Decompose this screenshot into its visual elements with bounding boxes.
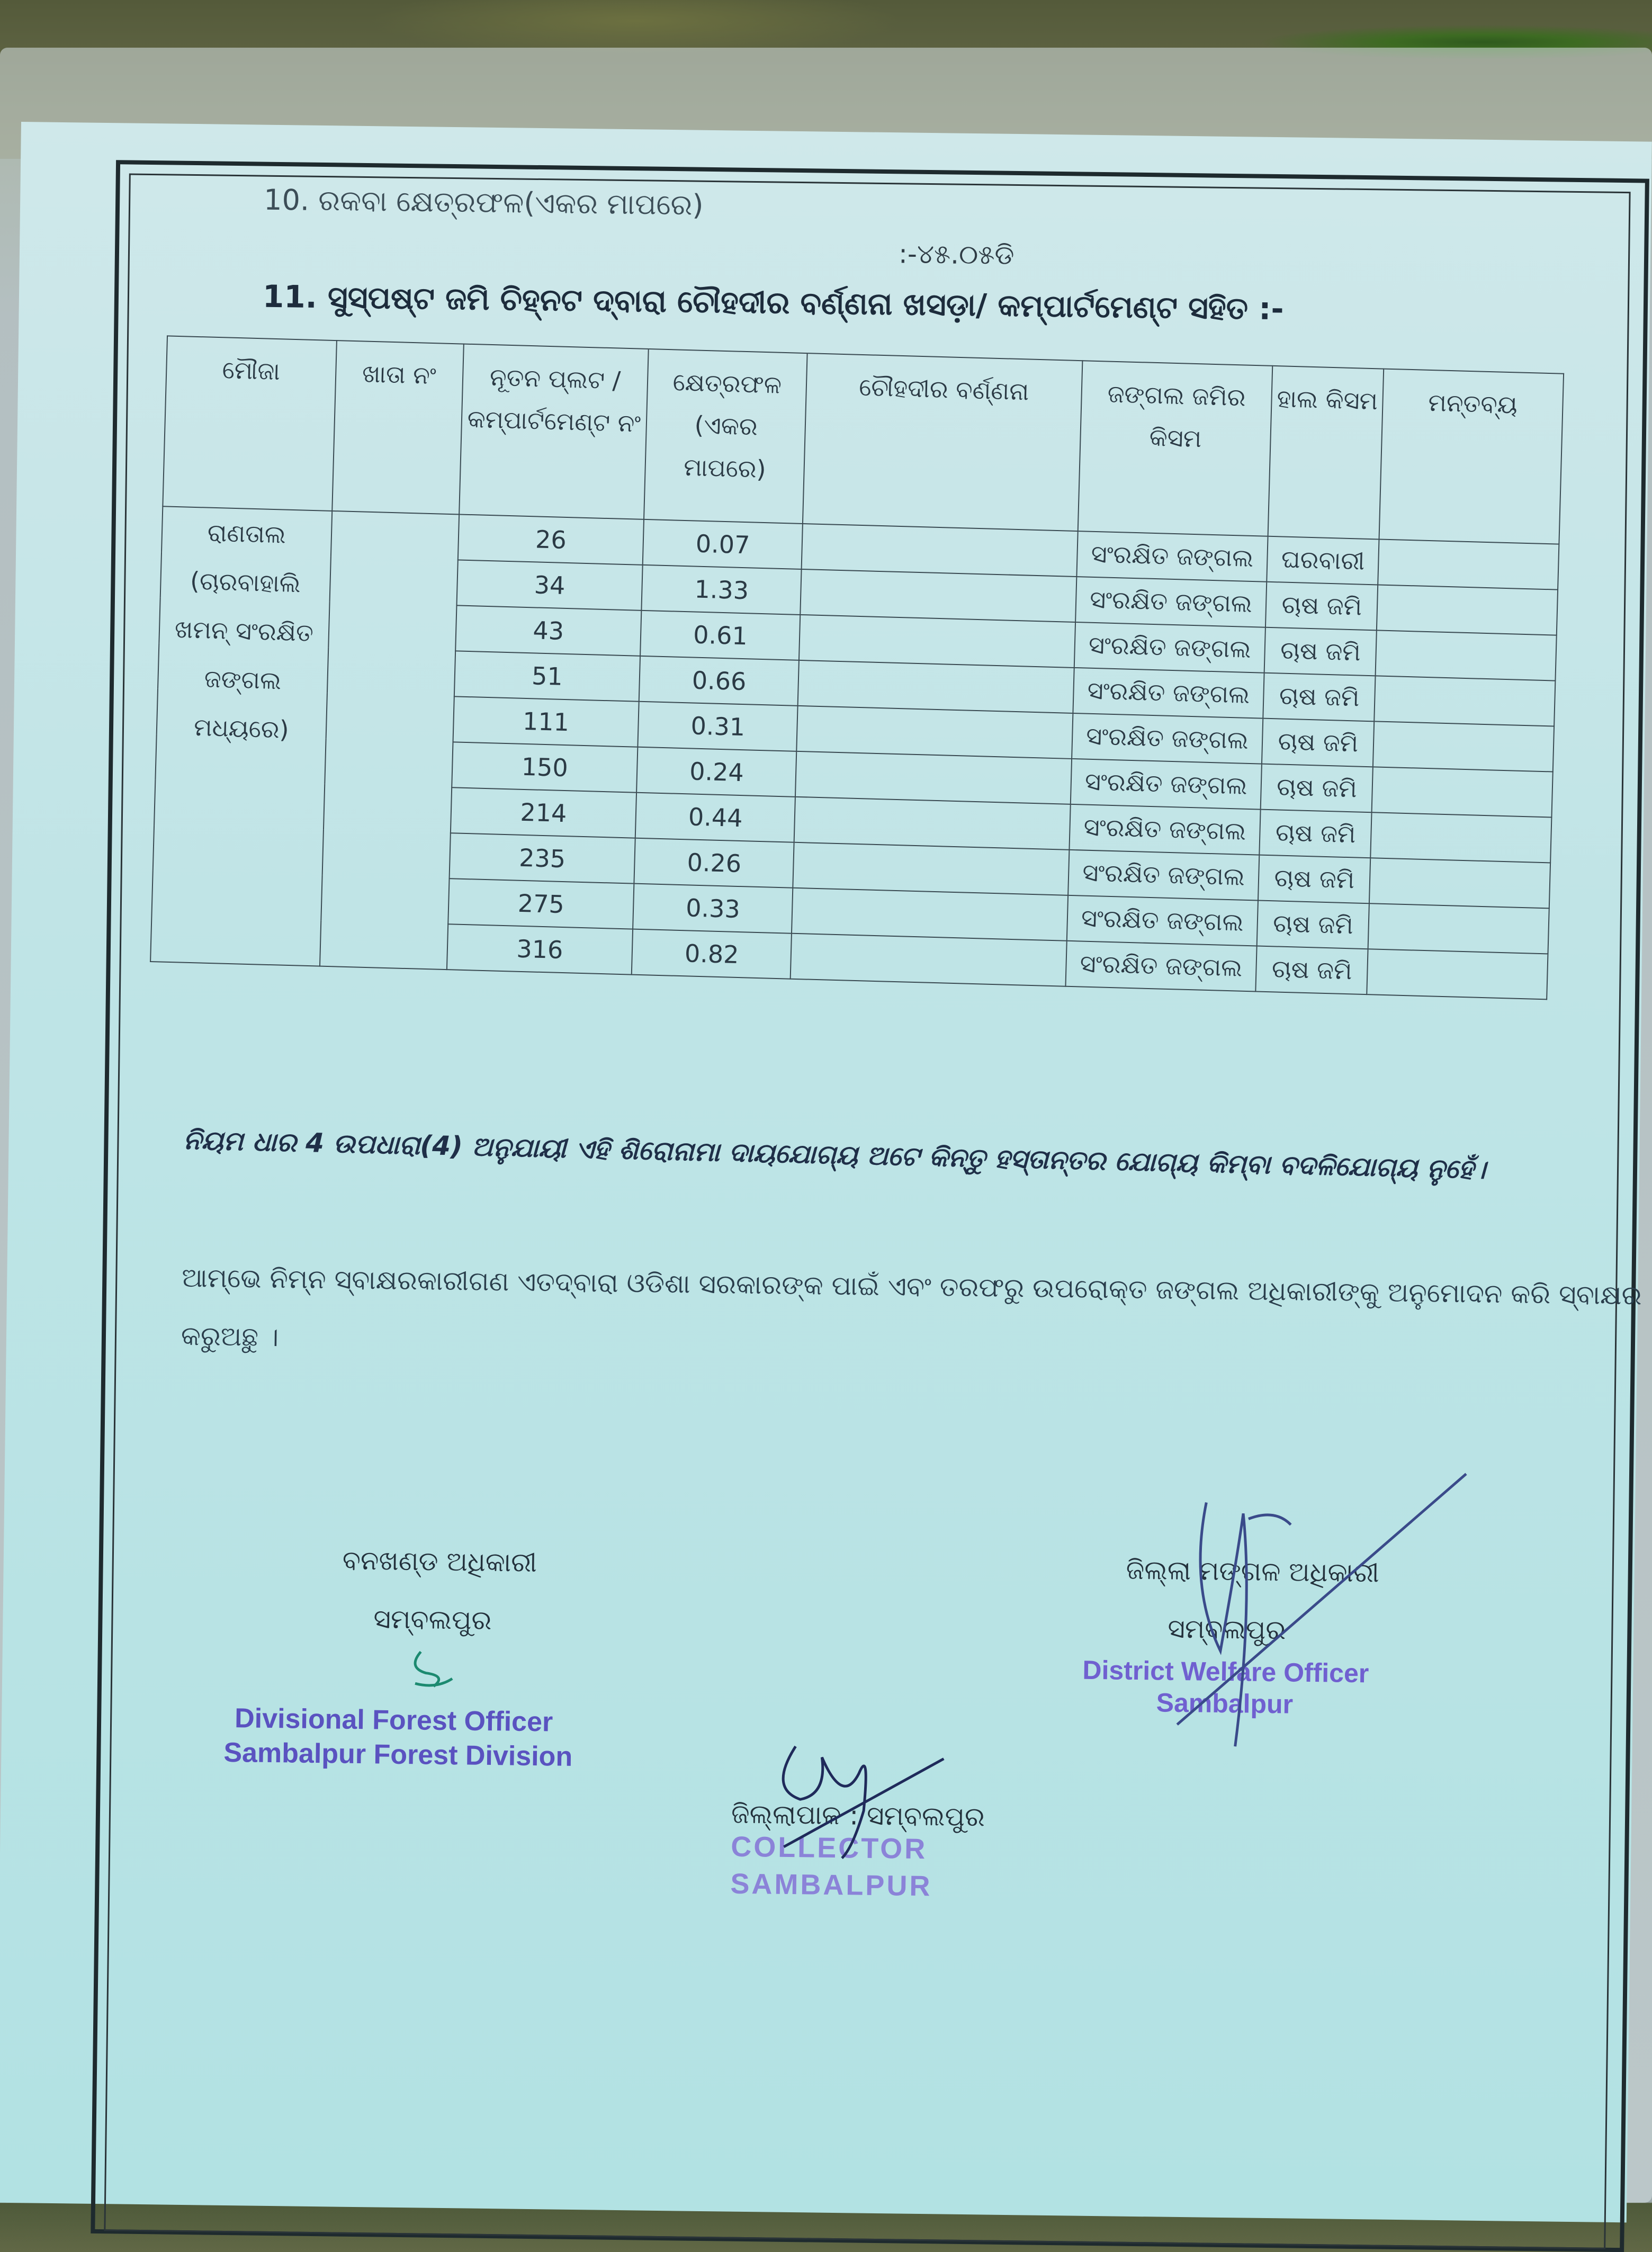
dwo-stamp-line-2: Sambalpur — [1156, 1688, 1294, 1719]
remarks-cell — [1377, 585, 1558, 635]
boundary-cell — [802, 524, 1078, 577]
mouza-line: ଖମନ୍ ସଂରକ୍ଷିତ — [174, 615, 314, 648]
header-current-type: ହାଲ କିସମ — [1268, 366, 1384, 540]
plot-cell: 275 — [448, 878, 634, 929]
remarks-cell — [1370, 812, 1551, 863]
collector-signature — [762, 1725, 955, 1864]
remarks-cell — [1367, 949, 1548, 999]
dfo-place: ସମ୍ବଲପୁର — [373, 1603, 492, 1636]
remarks-cell — [1368, 903, 1549, 954]
boundary-cell — [799, 615, 1075, 668]
declaration-line-1: ଆମ୍ଭେ ନିମ୍ନ ସ୍ବାକ୍ଷରକାରୀଗଣ ଏତଦ୍ବାରା ଓଡିଶା ସରକାରଙ୍କ ପାଇଁ ଏବଂ ତରଫରୁ ଉପରୋକ୍ତ ଜଙ୍ଗଲ ଅଧିକାରୀଙ୍କୁ ଅନୁମୋଦନ କରି ସ୍ବାକ୍ଷର — [182, 1262, 1642, 1311]
forest-type-cell: ସଂରକ୍ଷିତ ଜଙ୍ଗଲ — [1068, 850, 1260, 901]
forest-type-cell: ସଂରକ୍ଷିତ ଜଙ୍ଗଲ — [1066, 895, 1258, 946]
document-page — [0, 122, 1652, 2222]
boundary-cell — [791, 934, 1067, 986]
area-cell: 0.82 — [632, 929, 792, 979]
rule-note: ନିୟମ ଧାର 4 ଉପଧାରା(4) ଅନୁଯାୟୀ ଏହି ଶିରୋନାମା ଦାୟଯୋଗ୍ୟ ଅଟେ କିନ୍ତୁ ହସ୍ତାନ୍ତର ଯୋଗ୍ୟ କିମ୍ବା ବଦଳିଯୋଗ୍ୟ ନୁହେଁ। — [183, 1124, 1486, 1185]
header-mouza: ମୌଜା — [163, 336, 336, 511]
land-details-table — [150, 335, 1564, 1000]
khata-cell — [320, 511, 459, 970]
boundary-cell — [793, 842, 1070, 895]
area-cell: 1.33 — [642, 565, 802, 615]
plot-cell: 111 — [453, 696, 639, 747]
boundary-cell — [797, 706, 1073, 759]
current-type-cell: ଚାଷ ଜମି — [1262, 719, 1374, 767]
remarks-cell — [1376, 630, 1557, 680]
current-type-cell: ଚାଷ ଜମି — [1257, 901, 1369, 949]
plot-cell: 316 — [446, 924, 633, 974]
forest-type-cell: ସଂରକ୍ଷିତ ଜଙ୍ଗଲ — [1073, 668, 1264, 719]
current-type-cell: ଚାଷ ଜମି — [1263, 673, 1376, 722]
boundary-cell — [792, 888, 1068, 941]
dfo-stamp-line-1: Divisional Forest Officer — [234, 1703, 553, 1738]
plot-cell: 150 — [452, 742, 638, 792]
dwo-stamp-line-1: District Welfare Officer — [1082, 1655, 1369, 1689]
forest-type-cell: ସଂରକ୍ଷିତ ଜଙ୍ଗଲ — [1074, 622, 1265, 673]
mouza-line: (ଚାରବାହାଲି — [190, 566, 301, 598]
header-area: କ୍ଷେତ୍ରଫଳ (ଏକର ମାପରେ) — [644, 349, 807, 524]
collector-stamp-line-1: COLLECTOR — [730, 1831, 928, 1865]
collector-title: ଜିଲ୍ଲାପାଳ : ସମ୍ବଲପୁର — [731, 1798, 985, 1833]
forest-type-cell: ସଂରକ୍ଷିତ ଜଙ୍ଗଲ — [1065, 941, 1257, 992]
mouza-cell — [150, 506, 332, 966]
declaration-line-2: କରୁଅଛୁ । — [181, 1320, 279, 1353]
item-10-label: 10. ରକବା କ୍ଷେତ୍ରଫଳ(ଏକର ମାପରେ) — [263, 183, 704, 222]
remarks-cell — [1369, 858, 1550, 908]
area-cell: 0.44 — [635, 793, 795, 842]
collector-stamp-line-2: SAMBALPUR — [730, 1868, 932, 1903]
header-boundary: ଚୌହଦୀର ବର୍ଣ୍ଣନା — [803, 353, 1082, 531]
plot-cell: 26 — [457, 514, 644, 564]
header-plot: ନୂତନ ପ୍ଲଟ / କମ୍ପାର୍ଟମେଣ୍ଟ ନଂ — [459, 344, 649, 519]
boundary-cell — [801, 569, 1077, 622]
forest-type-cell: ସଂରକ୍ଷିତ ଜଙ୍ଗଲ — [1075, 577, 1267, 627]
dfo-stamp-line-2: Sambalpur Forest Division — [223, 1737, 573, 1772]
item-10-value: :-୪୫.୦୫ଡି — [898, 238, 1014, 271]
area-cell: 0.33 — [633, 884, 793, 934]
plot-cell: 235 — [449, 833, 635, 883]
dwo-place: ସମ୍ବଲପୁର — [1168, 1613, 1286, 1646]
plot-cell: 51 — [454, 651, 640, 701]
item-11-label: 11. ସୁସ୍ପଷ୍ଟ ଜମି ଚିହ୍ନଟ ଦ୍ବାରା ଚୌହଦୀର ବର୍ଣ୍ଣନା ଖସଡ଼ା/ କମ୍ପାର୍ଟମେଣ୍ଟ ସହିତ :- — [262, 278, 1284, 327]
current-type-cell: ଚାଷ ଜମି — [1256, 946, 1368, 995]
header-forest-type: ଜଙ୍ଗଲ ଜମିର କିସମ — [1078, 361, 1272, 536]
boundary-cell — [798, 660, 1074, 713]
area-cell: 0.66 — [639, 656, 799, 706]
area-cell: 0.61 — [640, 611, 800, 660]
boundary-cell — [795, 751, 1072, 804]
current-type-cell: ଚାଷ ଜମି — [1264, 627, 1377, 676]
dfo-signature — [405, 1641, 469, 1700]
mouza-line: ରାଣତାଲ — [207, 518, 286, 549]
remarks-cell — [1374, 676, 1555, 726]
mouza-line: ଜଙ୍ଗଲ ମଧ୍ୟରେ) — [193, 664, 290, 744]
forest-type-cell: ସଂରକ୍ଷିତ ଜଙ୍ଗଲ — [1070, 759, 1262, 810]
current-type-cell: ଚାଷ ଜମି — [1258, 855, 1370, 904]
current-type-cell: ଘରବାରୀ — [1267, 536, 1379, 585]
boundary-cell — [794, 797, 1071, 850]
forest-type-cell: ସଂରକ୍ଷିତ ଜଙ୍ଗଲ — [1076, 531, 1268, 582]
dwo-signature — [1113, 1448, 1487, 1760]
area-cell: 0.31 — [638, 702, 798, 751]
plot-cell: 43 — [455, 605, 642, 656]
area-cell: 0.07 — [643, 519, 803, 569]
area-cell: 0.26 — [634, 838, 794, 888]
forest-type-cell: ସଂରକ୍ଷିତ ଜଙ୍ଗଲ — [1072, 713, 1263, 764]
plot-cell: 34 — [456, 560, 643, 610]
current-type-cell: ଚାଷ ଜମି — [1265, 582, 1378, 631]
dwo-title: ଜିଲ୍ଲା ମଙ୍ଗଳ ଅଧିକାରୀ — [1126, 1554, 1380, 1589]
forest-type-cell: ସଂରକ୍ଷିତ ଜଙ୍ଗଲ — [1069, 804, 1261, 855]
header-khata: ଖାତା ନଂ — [332, 340, 463, 514]
area-cell: 0.24 — [637, 747, 797, 797]
plot-cell: 214 — [450, 787, 636, 838]
remarks-cell — [1372, 767, 1553, 817]
current-type-cell: ଚାଷ ଜମି — [1260, 810, 1372, 858]
remarks-cell — [1378, 539, 1559, 589]
remarks-cell — [1373, 721, 1554, 771]
current-type-cell: ଚାଷ ଜମି — [1261, 764, 1373, 813]
dfo-title: ବନଖଣ୍ଡ ଅଧିକାରୀ — [342, 1545, 537, 1578]
header-remarks: ମନ୍ତବ୍ୟ — [1379, 369, 1564, 544]
